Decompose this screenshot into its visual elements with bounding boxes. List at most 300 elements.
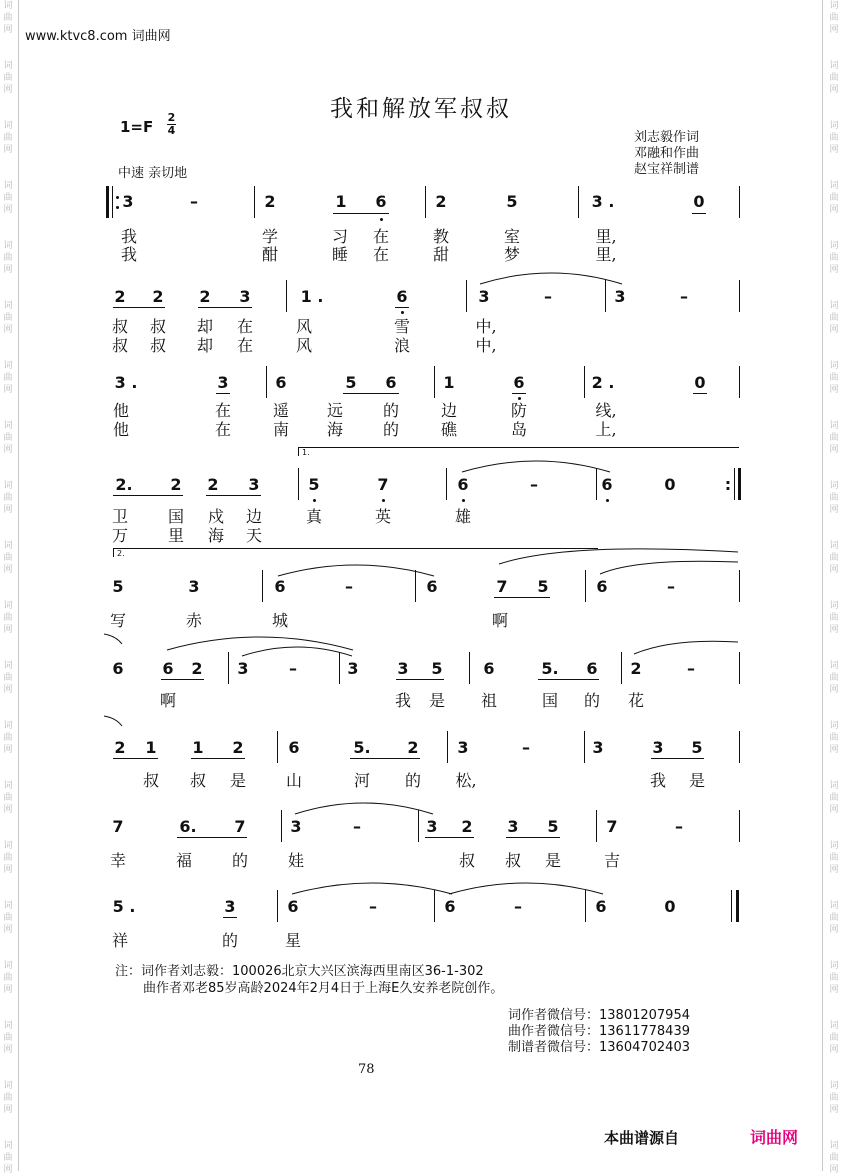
watermark-text: 词 曲 网 bbox=[3, 1021, 13, 1055]
note: 6 bbox=[596, 577, 608, 596]
watermark-text: 词 曲 网 bbox=[829, 421, 839, 455]
underline bbox=[333, 213, 389, 214]
note: 3 bbox=[239, 287, 251, 306]
tie-slur bbox=[478, 268, 624, 286]
note: 0 bbox=[694, 373, 706, 392]
lower-octave-dot bbox=[382, 499, 385, 502]
note: – bbox=[522, 738, 530, 757]
watermark-text: 词 曲 网 bbox=[3, 121, 13, 155]
tie-continuation bbox=[104, 632, 124, 646]
lyric: 岛 bbox=[510, 420, 528, 439]
note: 7 bbox=[234, 817, 246, 836]
barline bbox=[596, 810, 597, 842]
lyric: 在 bbox=[214, 420, 232, 439]
credits bbox=[634, 130, 699, 178]
underline bbox=[198, 307, 252, 308]
right-watermark-strip bbox=[828, 0, 840, 1175]
repeat-dot bbox=[116, 206, 119, 209]
lyric: 国 bbox=[541, 691, 559, 710]
watermark-text: 词 曲 网 bbox=[3, 1, 13, 35]
note: 3 bbox=[507, 817, 519, 836]
lyric: 万 bbox=[111, 526, 129, 545]
volta-label: 2. bbox=[117, 549, 125, 558]
lyric: 线, bbox=[595, 401, 617, 420]
page-number: 78 bbox=[358, 1062, 375, 1077]
note: – bbox=[687, 659, 695, 678]
watermark-text: 词 曲 网 bbox=[3, 421, 13, 455]
barline bbox=[584, 366, 585, 398]
watermark-text: 词 曲 网 bbox=[829, 961, 839, 995]
note: 2 bbox=[461, 817, 473, 836]
lyric: 娃 bbox=[287, 851, 305, 870]
lyric: 甜 bbox=[432, 245, 450, 264]
lyric: 风 bbox=[295, 336, 313, 355]
underline bbox=[494, 597, 550, 598]
note: 0 bbox=[664, 475, 676, 494]
barline bbox=[425, 186, 426, 218]
lyric: 边 bbox=[245, 507, 263, 526]
barline bbox=[286, 280, 287, 312]
watermark-text: 词 曲 网 bbox=[829, 541, 839, 575]
lyric: 他 bbox=[112, 420, 130, 439]
watermark-text: 词 曲 网 bbox=[829, 301, 839, 335]
note: 2 bbox=[207, 475, 219, 494]
lyric: 我 bbox=[649, 771, 667, 790]
watermark-text: 词 曲 网 bbox=[829, 121, 839, 155]
arranger-wechat: 制谱者微信号：13604702403 bbox=[508, 1040, 690, 1055]
tempo-marking: 中速 亲切地 bbox=[118, 166, 188, 181]
watermark-text: 词 曲 网 bbox=[3, 721, 13, 755]
lower-octave-dot bbox=[380, 218, 383, 221]
watermark-text: 词 曲 网 bbox=[829, 241, 839, 275]
note: 3 bbox=[614, 287, 626, 306]
underline bbox=[216, 393, 230, 394]
note: 5 bbox=[537, 577, 549, 596]
note: – bbox=[369, 897, 377, 916]
lyric: 叔 bbox=[189, 771, 207, 790]
lyric: 防 bbox=[510, 401, 528, 420]
final-barline bbox=[736, 890, 739, 922]
repeat-dot bbox=[116, 196, 119, 199]
barline bbox=[739, 366, 740, 398]
footnote-line: 注：词作者刘志毅：100026北京大兴区滨海西里南区36-1-302 bbox=[115, 964, 484, 979]
lyric: 的 bbox=[404, 771, 422, 790]
lyric: 写 bbox=[109, 611, 127, 630]
note: – bbox=[544, 287, 552, 306]
lyric: 国 bbox=[167, 507, 185, 526]
footnote bbox=[115, 963, 503, 997]
lyric: 叔 bbox=[111, 336, 129, 355]
note: 5 bbox=[112, 577, 124, 596]
note: 2 bbox=[232, 738, 244, 757]
note: 7 bbox=[377, 475, 389, 494]
note: 6 bbox=[483, 659, 495, 678]
note: 7 bbox=[112, 817, 124, 836]
note: 2 bbox=[114, 738, 126, 757]
note: 6 bbox=[275, 373, 287, 392]
lyric: 习 bbox=[331, 227, 349, 246]
barline bbox=[298, 468, 299, 500]
note: 3 bbox=[397, 659, 409, 678]
lyric: 在 bbox=[372, 227, 390, 246]
note: 0 bbox=[693, 192, 705, 211]
watermark-text: 词 曲 网 bbox=[829, 1, 839, 35]
lyric: 城 bbox=[271, 611, 289, 630]
barline bbox=[739, 652, 740, 684]
tie-slur bbox=[293, 798, 435, 816]
source-label: 本曲谱源自 bbox=[604, 1129, 680, 1147]
left-margin-line bbox=[18, 0, 19, 1171]
watermark-text: 词 曲 网 bbox=[829, 721, 839, 755]
lyric: 是 bbox=[544, 851, 562, 870]
lyric: 卫 bbox=[111, 507, 129, 526]
tie-slur bbox=[240, 642, 354, 658]
underline bbox=[692, 213, 706, 214]
lyric: 雪 bbox=[393, 317, 411, 336]
lower-octave-dot bbox=[313, 499, 316, 502]
volta-label: 1. bbox=[302, 448, 310, 457]
barline bbox=[266, 366, 267, 398]
lyric: 的 bbox=[583, 691, 601, 710]
lyric: 酣 bbox=[261, 245, 279, 264]
lyric: 在 bbox=[372, 245, 390, 264]
barline bbox=[434, 366, 435, 398]
underline bbox=[113, 758, 158, 759]
watermark-text: 词 曲 网 bbox=[3, 61, 13, 95]
lyric: 室 bbox=[503, 227, 521, 246]
note: – bbox=[530, 475, 538, 494]
underline bbox=[651, 758, 704, 759]
note: 6 bbox=[288, 738, 300, 757]
meter-top: 2 bbox=[167, 111, 176, 124]
lyric: 学 bbox=[261, 227, 279, 246]
watermark-text: 词 曲 网 bbox=[3, 541, 13, 575]
lyric: 真 bbox=[305, 507, 323, 526]
note: 2 bbox=[630, 659, 642, 678]
note: 6 bbox=[375, 192, 387, 211]
underline bbox=[395, 307, 409, 308]
note: 3 bbox=[347, 659, 359, 678]
note: 3 bbox=[478, 287, 490, 306]
lyric: 叔 bbox=[142, 771, 160, 790]
lyric: 远 bbox=[326, 401, 344, 420]
lyric: 幸 bbox=[109, 851, 127, 870]
note: 7 bbox=[496, 577, 508, 596]
watermark-text: 词 曲 网 bbox=[3, 481, 13, 515]
note: 6 bbox=[396, 287, 408, 306]
watermark-text: 词 曲 网 bbox=[829, 1141, 839, 1175]
note: – bbox=[680, 287, 688, 306]
barline bbox=[254, 186, 255, 218]
site-url[interactable]: www.ktvc8.com 词曲网 bbox=[25, 29, 171, 44]
note: 3 . bbox=[591, 192, 615, 211]
lyric: 海 bbox=[207, 526, 225, 545]
key-signature: 1=F bbox=[120, 118, 154, 136]
barline bbox=[447, 731, 448, 763]
lyric: 啊 bbox=[159, 691, 177, 710]
tie-slur bbox=[447, 878, 605, 896]
note: 1 . bbox=[300, 287, 324, 306]
lyric: 南 bbox=[272, 420, 290, 439]
lyric: 山 bbox=[285, 771, 303, 790]
watermark-text: 词 曲 网 bbox=[3, 1081, 13, 1115]
barline bbox=[578, 186, 579, 218]
barline bbox=[466, 280, 467, 312]
lyric: 祥 bbox=[111, 931, 129, 950]
underline bbox=[506, 837, 560, 838]
lyric: 教 bbox=[432, 227, 450, 246]
lyric: 雄 bbox=[454, 507, 472, 526]
tie-continuation bbox=[104, 714, 124, 728]
note: 3 bbox=[457, 738, 469, 757]
note: 6 bbox=[513, 373, 525, 392]
tie-slur bbox=[632, 640, 740, 656]
lyric: 里, bbox=[595, 245, 617, 264]
note: 6 bbox=[586, 659, 598, 678]
note: 2 bbox=[435, 192, 447, 211]
note: 0 bbox=[664, 897, 676, 916]
repeat-end-dots: : bbox=[724, 475, 732, 494]
note: 3 bbox=[122, 192, 134, 211]
lyric: 的 bbox=[382, 420, 400, 439]
note: 3 bbox=[426, 817, 438, 836]
note: 3 . bbox=[114, 373, 138, 392]
tie-slur bbox=[290, 878, 454, 896]
note: 5 bbox=[431, 659, 443, 678]
note: 5. bbox=[541, 659, 559, 678]
note: 6 bbox=[112, 659, 124, 678]
lyric: 在 bbox=[236, 336, 254, 355]
lyric: 是 bbox=[688, 771, 706, 790]
right-margin-line bbox=[822, 0, 823, 1171]
watermark-text: 词 曲 网 bbox=[829, 361, 839, 395]
underline bbox=[512, 393, 526, 394]
arranger-credit: 赵宝祥制谱 bbox=[634, 162, 700, 177]
watermark-text: 词 曲 网 bbox=[829, 841, 839, 875]
barline bbox=[277, 890, 278, 922]
note: 5 bbox=[308, 475, 320, 494]
watermark-text: 词 曲 网 bbox=[3, 241, 13, 275]
underline bbox=[425, 837, 474, 838]
barline bbox=[228, 652, 229, 684]
lyric: 的 bbox=[221, 931, 239, 950]
lyric: 我 bbox=[394, 691, 412, 710]
meter-bottom: 4 bbox=[167, 124, 176, 137]
underline bbox=[343, 393, 399, 394]
lyric: 松, bbox=[455, 771, 477, 790]
lyric: 叔 bbox=[111, 317, 129, 336]
lyric: 叔 bbox=[149, 336, 167, 355]
lyric: 是 bbox=[229, 771, 247, 790]
lyric: 梦 bbox=[503, 245, 521, 264]
note: – bbox=[514, 897, 522, 916]
lyric: 中, bbox=[475, 317, 497, 336]
lyric: 里, bbox=[595, 227, 617, 246]
lower-octave-dot bbox=[518, 397, 521, 400]
underline bbox=[177, 837, 247, 838]
lyric: 的 bbox=[231, 851, 249, 870]
lyric: 星 bbox=[284, 931, 302, 950]
barline bbox=[585, 570, 586, 602]
note: 1 bbox=[443, 373, 455, 392]
note: 3 bbox=[188, 577, 200, 596]
note: 2 . bbox=[591, 373, 615, 392]
note: 3 bbox=[592, 738, 604, 757]
note: 2. bbox=[115, 475, 133, 494]
left-watermark-strip bbox=[2, 0, 14, 1175]
note: 5 bbox=[547, 817, 559, 836]
underline bbox=[113, 495, 183, 496]
lyric: 却 bbox=[196, 336, 214, 355]
lyric: 的 bbox=[382, 401, 400, 420]
barline bbox=[446, 468, 447, 500]
watermark-text: 词 曲 网 bbox=[3, 1141, 13, 1175]
watermark-text: 词 曲 网 bbox=[3, 961, 13, 995]
note: – bbox=[353, 817, 361, 836]
note: – bbox=[667, 577, 675, 596]
underline bbox=[113, 307, 165, 308]
note: 6 bbox=[595, 897, 607, 916]
note: – bbox=[675, 817, 683, 836]
lyric: 福 bbox=[175, 851, 193, 870]
note: 5 bbox=[345, 373, 357, 392]
note: 6. bbox=[179, 817, 197, 836]
lyric: 海 bbox=[326, 420, 344, 439]
note: 7 bbox=[606, 817, 618, 836]
watermark-text: 词 曲 网 bbox=[829, 181, 839, 215]
note: 2 bbox=[199, 287, 211, 306]
barline bbox=[739, 731, 740, 763]
lyric: 在 bbox=[236, 317, 254, 336]
lyric: 边 bbox=[440, 401, 458, 420]
underline bbox=[223, 917, 237, 918]
note: 6 bbox=[457, 475, 469, 494]
barline bbox=[731, 890, 732, 922]
lyric: 我 bbox=[120, 227, 138, 246]
lyric: 祖 bbox=[480, 691, 498, 710]
lyric: 他 bbox=[112, 401, 130, 420]
note: 6 bbox=[274, 577, 286, 596]
lyric: 睡 bbox=[331, 245, 349, 264]
underline bbox=[538, 679, 599, 680]
note: 3 bbox=[248, 475, 260, 494]
note: 5. bbox=[353, 738, 371, 757]
watermark-text: 词 曲 网 bbox=[829, 61, 839, 95]
watermark-text: 词 曲 网 bbox=[3, 361, 13, 395]
lyric: 遥 bbox=[272, 401, 290, 420]
note: – bbox=[289, 659, 297, 678]
underline bbox=[191, 758, 245, 759]
note: 2 bbox=[170, 475, 182, 494]
note: 3 bbox=[217, 373, 229, 392]
footnote-line: 曲作者邓老85岁高龄2024年2月4日于上海E久安养老院创作。 bbox=[143, 981, 504, 996]
watermark-text: 词 曲 网 bbox=[3, 841, 13, 875]
note: 6 bbox=[287, 897, 299, 916]
watermark-text: 词 曲 网 bbox=[829, 901, 839, 935]
note: 3 bbox=[237, 659, 249, 678]
watermark-text: 词 曲 网 bbox=[829, 781, 839, 815]
watermark-text: 词 曲 网 bbox=[3, 301, 13, 335]
barline bbox=[734, 468, 735, 500]
note: 5 bbox=[506, 192, 518, 211]
lyric: 风 bbox=[295, 317, 313, 336]
barline bbox=[469, 652, 470, 684]
watermark-text: 词 曲 网 bbox=[829, 481, 839, 515]
barline bbox=[112, 186, 113, 218]
barline bbox=[584, 731, 585, 763]
time-signature bbox=[167, 112, 176, 137]
note: 6 bbox=[426, 577, 438, 596]
note: 5 bbox=[691, 738, 703, 757]
lyric: 啊 bbox=[491, 611, 509, 630]
lyric: 浪 bbox=[393, 336, 411, 355]
note: 2 bbox=[264, 192, 276, 211]
contacts bbox=[508, 1008, 690, 1056]
note: 6 bbox=[385, 373, 397, 392]
note: 3 bbox=[224, 897, 236, 916]
composer-wechat: 曲作者微信号：13611778439 bbox=[508, 1024, 690, 1039]
watermark-text: 词 曲 网 bbox=[829, 1081, 839, 1115]
watermark-text: 词 曲 网 bbox=[3, 901, 13, 935]
lyric: 河 bbox=[353, 771, 371, 790]
underline bbox=[693, 393, 707, 394]
note: 1 bbox=[145, 738, 157, 757]
lyric: 叔 bbox=[504, 851, 522, 870]
note: 6 bbox=[162, 659, 174, 678]
lyricist-credit: 刘志毅作词 bbox=[634, 130, 700, 145]
lyric: 戍 bbox=[207, 507, 225, 526]
brand-logo-text[interactable]: 词曲网 bbox=[750, 1128, 799, 1147]
note: 2 bbox=[114, 287, 126, 306]
note: – bbox=[190, 192, 198, 211]
lyric: 花 bbox=[627, 691, 645, 710]
barline bbox=[739, 186, 740, 218]
lyricist-wechat: 词作者微信号：13801207954 bbox=[508, 1008, 690, 1023]
lyric: 在 bbox=[214, 401, 232, 420]
note: 5 . bbox=[112, 897, 136, 916]
barline bbox=[277, 731, 278, 763]
lower-octave-dot bbox=[401, 311, 404, 314]
note: 6 bbox=[444, 897, 456, 916]
barline bbox=[739, 810, 740, 842]
note: 1 bbox=[192, 738, 204, 757]
first-ending-bracket bbox=[298, 447, 739, 456]
watermark-text: 词 曲 网 bbox=[829, 1021, 839, 1055]
composer-credit: 邓融和作曲 bbox=[634, 146, 700, 161]
underline bbox=[396, 679, 444, 680]
song-title: 我和解放军叔叔 bbox=[330, 96, 512, 122]
note: 2 bbox=[191, 659, 203, 678]
lower-octave-dot bbox=[462, 499, 465, 502]
lyric: 上, bbox=[595, 420, 617, 439]
lyric: 叔 bbox=[149, 317, 167, 336]
note: 1 bbox=[335, 192, 347, 211]
watermark-text: 词 曲 网 bbox=[829, 601, 839, 635]
tie-slur bbox=[460, 456, 612, 474]
underline bbox=[161, 679, 204, 680]
note: 3 bbox=[290, 817, 302, 836]
tie-slur bbox=[598, 560, 740, 576]
lyric: 赤 bbox=[185, 611, 203, 630]
lyric: 吉 bbox=[603, 851, 621, 870]
watermark-text: 词 曲 网 bbox=[829, 661, 839, 695]
note: 2 bbox=[407, 738, 419, 757]
lower-octave-dot bbox=[606, 499, 609, 502]
note: 2 bbox=[152, 287, 164, 306]
lyric: 叔 bbox=[458, 851, 476, 870]
watermark-text: 词 曲 网 bbox=[3, 181, 13, 215]
barline bbox=[262, 570, 263, 602]
